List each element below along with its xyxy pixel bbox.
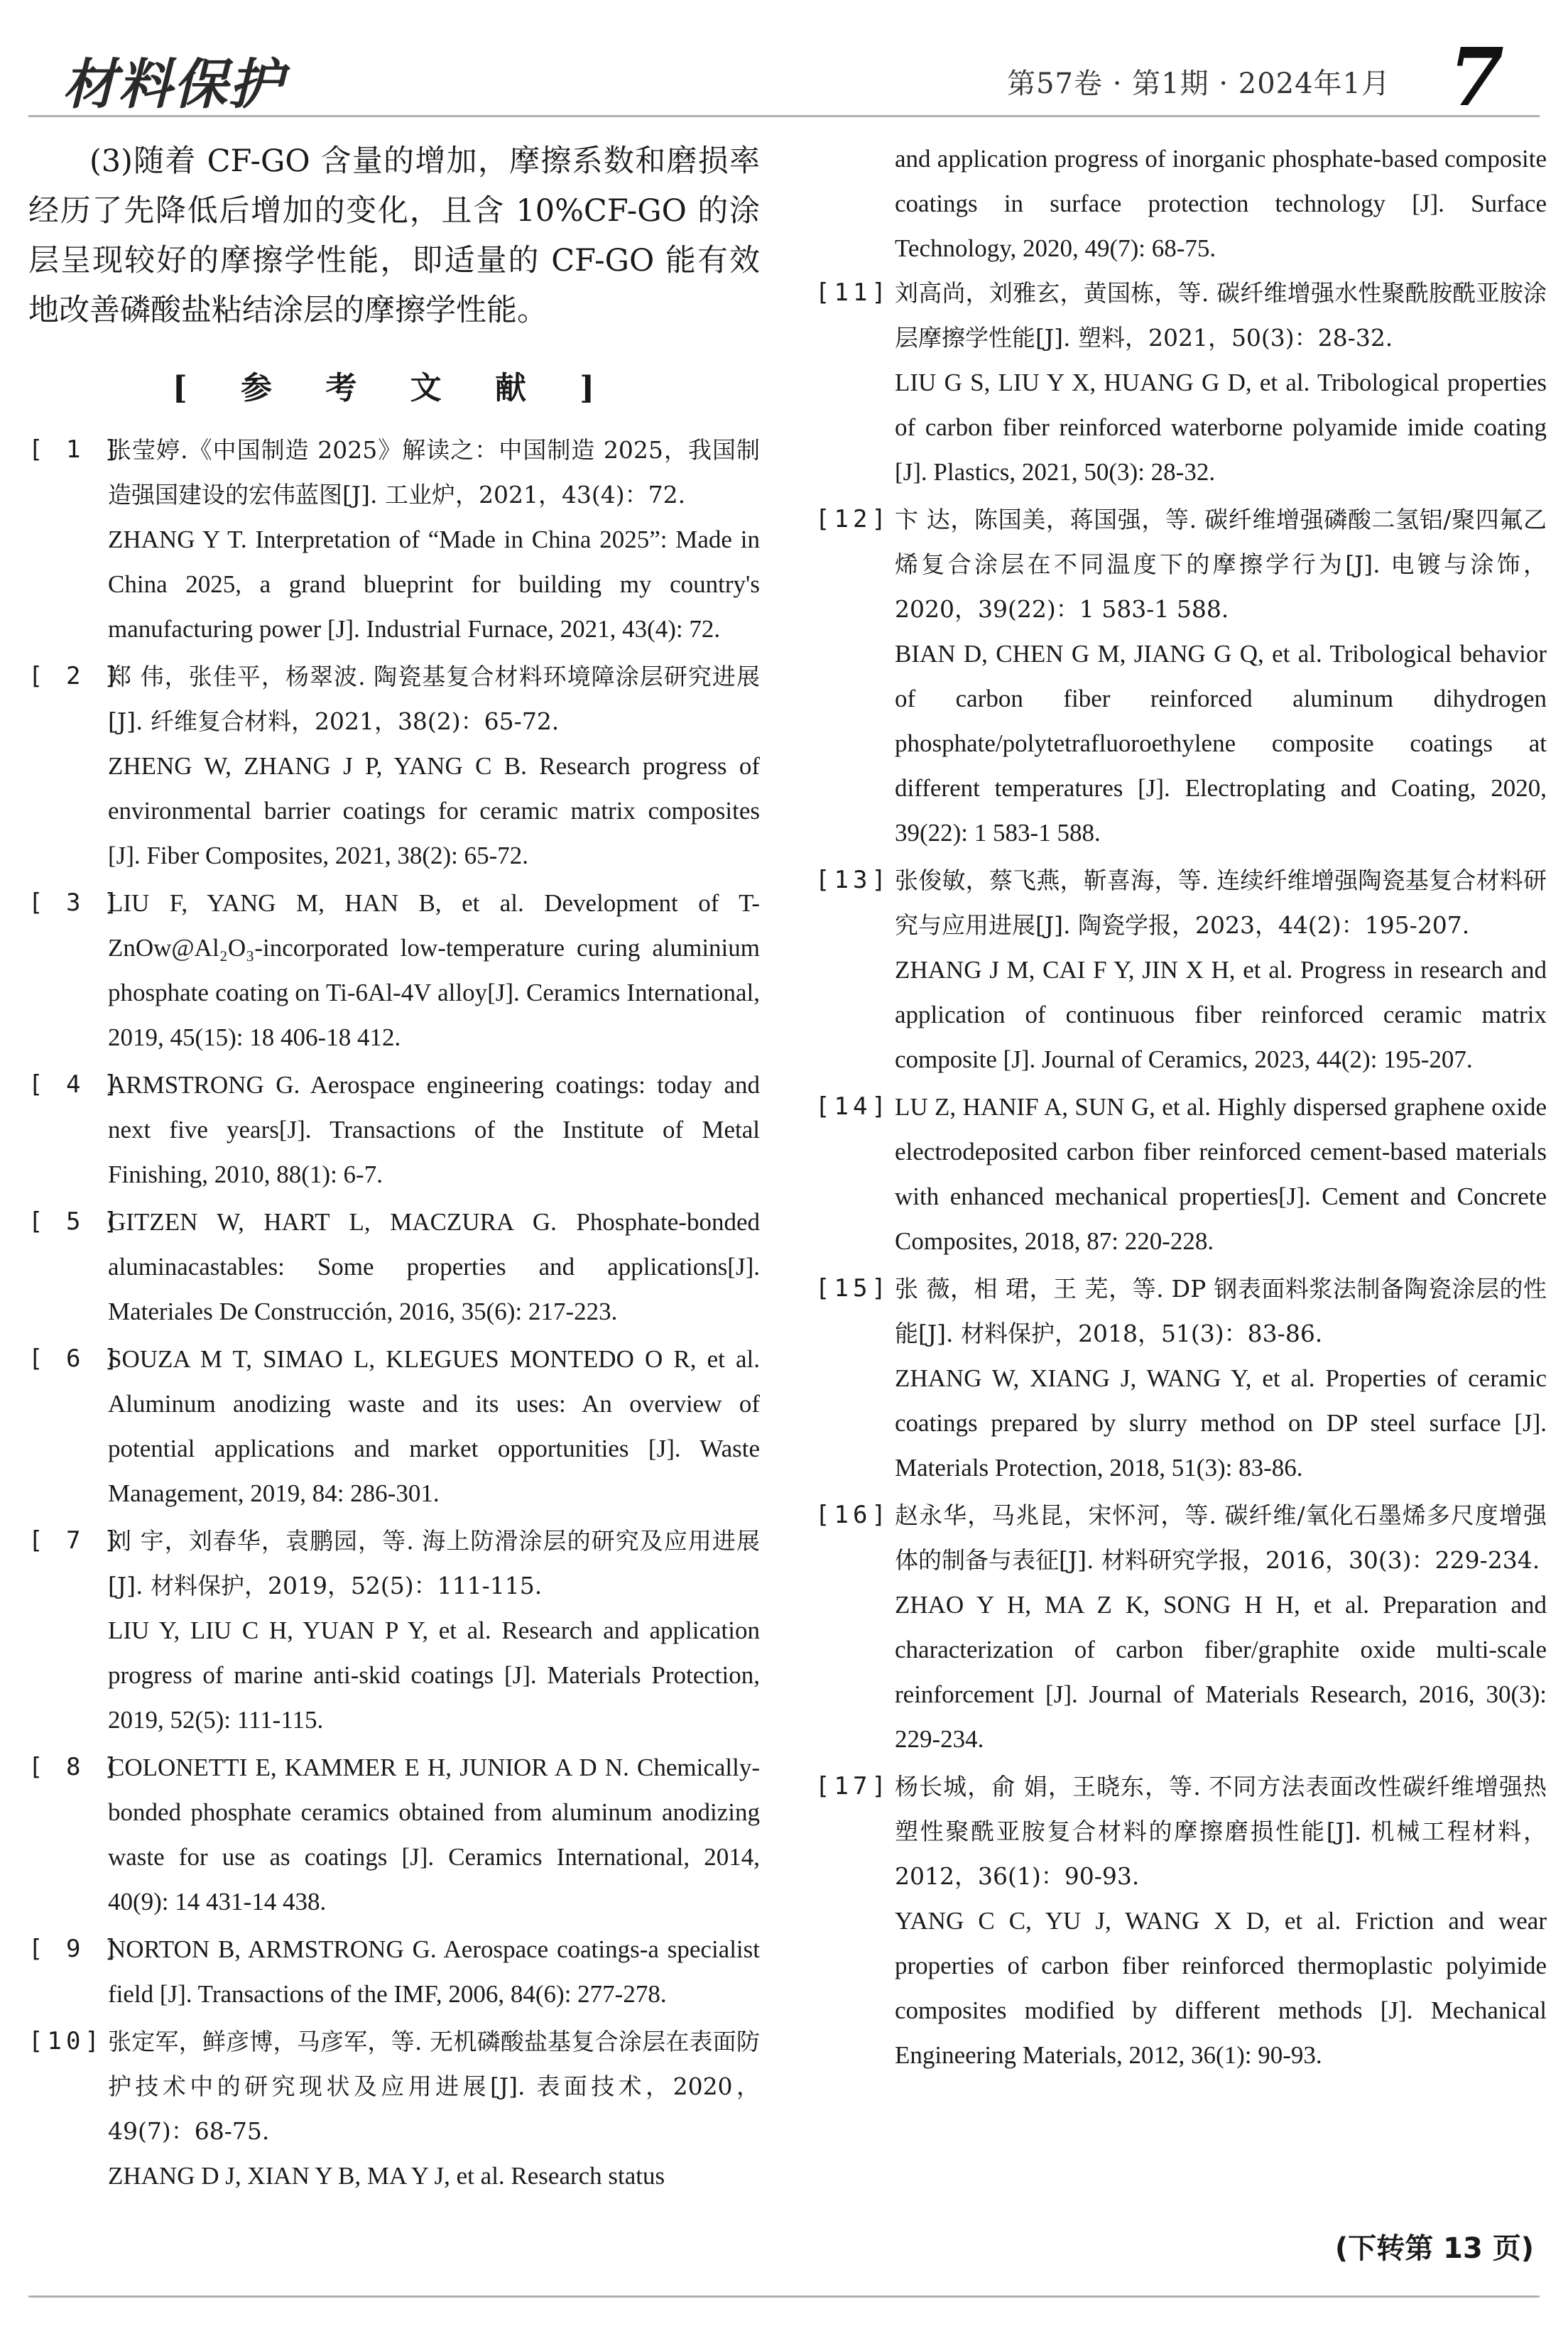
reference-item <box>28 2019 760 2198</box>
right-column <box>815 136 1547 2080</box>
reference-english: COLONETTI E, KAMMER E H, JUNIOR A D N. Chemically-bonded phosphate ceramics obtained from aluminum anodizing waste for use as coatings [J]. Ceramics International, 2014, 40(9): 14 431-14 438. <box>108 1754 760 1916</box>
reference-english: ARMSTRONG G. Aerospace engineering coatings: today and next five years[J]. Transactions of the Institute of Metal Finishing, 2010, 88(1): 6-7. <box>108 1071 760 1188</box>
reference-number: [ 7 ] <box>28 1526 123 1555</box>
page-number: 7 <box>1449 31 1504 124</box>
references-list-right <box>815 271 1547 2077</box>
reference-chinese: 赵永华，马兆昆，宋怀河，等. 碳纤维/氧化石墨烯多尺度增强体的制备与表征[J]. 材料研究学报，2016，30(3)：229-234. <box>895 1501 1547 1574</box>
reference-english: ZHANG Y T. Interpretation of “Made in China 2025”: Made in China 2025, a grand blueprint for building my country's manufacturing power [J]. Industrial Furnace, 2021, 43(4): 72. <box>108 526 760 643</box>
reference-number: [15] <box>815 1274 891 1303</box>
reference-number: [13] <box>815 866 891 894</box>
reference-item <box>28 1200 760 1334</box>
reference-number: [14] <box>815 1092 891 1121</box>
reference-item <box>815 497 1547 855</box>
reference-item <box>28 428 760 651</box>
references-list-left <box>28 428 760 2198</box>
reference-chinese: 卞 达，陈国美，蒋国强，等. 碳纤维增强磷酸二氢铝/聚四氟乙烯复合涂层在不同温度下的摩擦学行为[J]. 电镀与涂饰，2020，39(22)：1 583-1 588. <box>895 506 1547 623</box>
reference-number: [12] <box>815 505 891 533</box>
reference-english: SOUZA M T, SIMAO L, KLEGUES MONTEDO O R, et al. Aluminum anodizing waste and its uses: An overview of potential applications and market opportunities [J]. Waste Management, 2019, 84: 286-301. <box>108 1345 760 1507</box>
reference-english: GITZEN W, HART L, MACZURA G. Phosphate-bonded aluminacastables: Some properties and applications[J]. Materiales De Construcción, 2016, 35(6): 217-223. <box>108 1208 760 1325</box>
reference-chinese: 杨长城，俞 娟，王晓东，等. 不同方法表面改性碳纤维增强热塑性聚酰亚胺复合材料的摩擦磨损性能[J]. 机械工程材料，2012，36(1)：90-93. <box>895 1773 1547 1890</box>
reference-english: ZHANG D J, XIAN Y B, MA Y J, et al. Research status <box>108 2162 665 2190</box>
reference-item <box>815 1493 1547 1761</box>
references-heading: [ 参 考 文 献 ] <box>172 370 616 406</box>
reference-english: ZHANG J M, CAI F Y, JIN X H, et al. Progress in research and application of continuous fiber reinforced ceramic matrix composite [J]. Journal of Ceramics, 2023, 44(2): 195-207. <box>895 956 1547 1073</box>
reference-number: [ 4 ] <box>28 1070 123 1099</box>
reference-chinese: 张莹婷.《中国制造 2025》解读之：中国制造 2025，我国制造强国建设的宏伟蓝图[J]. 工业炉，2021，43(4)：72. <box>108 436 760 509</box>
reference-item <box>28 1518 760 1742</box>
conclusion-paragraph: (3)随着 CF-GO 含量的增加，摩擦系数和磨损率经历了先降低后增加的变化，且含 10%CF-GO 的涂层呈现较好的摩擦学性能，即适量的 CF-GO 能有效地改善磷酸盐粘结涂层的摩擦学性能。 <box>28 143 760 328</box>
reference-english: ZHAO Y H, MA Z K, SONG H H, et al. Preparation and characterization of carbon fiber/graphite oxide multi-scale reinforcement [J]. Journal of Materials Research, 2016, 30(3): 229-234. <box>895 1591 1547 1753</box>
reference-item <box>28 1063 760 1197</box>
reference-item <box>815 858 1547 1082</box>
reference-item <box>28 1337 760 1516</box>
reference-item <box>28 1745 760 1924</box>
reference-english: ZHANG W, XIANG J, WANG Y, et al. Properties of ceramic coatings prepared by slurry method on DP steel surface [J]. Materials Protection, 2018, 51(3): 83-86. <box>895 1364 1547 1482</box>
reference-item <box>815 1764 1547 2077</box>
reference-item <box>28 654 760 878</box>
continued-note: (下转第 13 页) <box>1334 2232 1534 2265</box>
reference-english: LIU Y, LIU C H, YUAN P Y, et al. Research and application progress of marine anti-skid coatings [J]. Materials Protection, 2019, 52(5): 111-115. <box>108 1617 760 1734</box>
reference-item <box>815 1085 1547 1264</box>
page-header <box>28 21 1540 124</box>
reference-number: [11] <box>815 278 891 307</box>
reference-number: [10] <box>28 2027 104 2055</box>
reference-chinese: 刘高尚，刘雅玄，黄国栋，等. 碳纤维增强水性聚酰胺酰亚胺涂层摩擦学性能[J]. 塑料，2021，50(3)：28-32. <box>895 279 1547 352</box>
reference-number: [ 1 ] <box>28 435 123 464</box>
reference-english: NORTON B, ARMSTRONG G. Aerospace coatings-a specialist field [J]. Transactions of the IMF, 2006, 84(6): 277-278. <box>108 1935 760 2008</box>
header-divider <box>28 115 1540 117</box>
reference-chinese: 郑 伟，张佳平，杨翠波. 陶瓷基复合材料环境障涂层研究进展[J]. 纤维复合材料，2021，38(2)：65-72. <box>108 663 760 735</box>
reference-number: [16] <box>815 1501 891 1529</box>
reference-item <box>28 881 760 1060</box>
reference-item <box>815 271 1547 494</box>
reference-english: ZHENG W, ZHANG J P, YANG C B. Research progress of environmental barrier coatings for ceramic matrix composites [J]. Fiber Composites, 2021, 38(2): 65-72. <box>108 752 760 869</box>
reference-number: [17] <box>815 1772 891 1800</box>
reference-number: [ 5 ] <box>28 1207 123 1236</box>
reference-item <box>28 1927 760 2016</box>
reference-item <box>815 1266 1547 1490</box>
reference-english: LU Z, HANIF A, SUN G, et al. Highly dispersed graphene oxide electrodeposited carbon fiber reinforced cement-based materials with enhanced mechanical properties[J]. Cement and Concrete Composites, 2018, 87: 220-228. <box>895 1093 1547 1255</box>
reference-english: BIAN D, CHEN G M, JIANG G Q, et al. Tribological behavior of carbon fiber reinforced aluminum dihydrogen phosphate/polytetrafluoroethylene composite coatings at different temperatures [J]. Electroplating and Coating, 2020, 39(22): 1 583-1 588. <box>895 640 1547 847</box>
reference-number: [ 3 ] <box>28 889 123 917</box>
reference-continuation: and application progress of inorganic phosphate-based composite coatings in surface protection technology [J]. Surface Technology, 2020, 49(7): 68-75. <box>895 145 1547 262</box>
reference-chinese: 张定军，鲜彦博，马彦军，等. 无机磷酸盐基复合涂层在表面防护技术中的研究现状及应用进展[J]. 表面技术，2020，49(7)：68-75. <box>108 2028 760 2145</box>
reference-chinese: 刘 宇，刘春华，袁鹏园，等. 海上防滑涂层的研究及应用进展[J]. 材料保护，2019，52(5)：111-115. <box>108 1527 760 1599</box>
reference-english: YANG C C, YU J, WANG X D, et al. Friction and wear properties of carbon fiber reinforced thermoplastic polyimide composites modified by different methods [J]. Mechanical Engineering Materials, 2012, 36(1): 90-93. <box>895 1907 1547 2069</box>
issue-info: 第57卷 · 第1期 · 2024年1月 <box>1007 67 1390 100</box>
journal-logo: 材料保护 <box>62 53 284 116</box>
reference-english: LIU F, YANG M, HAN B, et al. Development of T-ZnOw@Al₂O₃-incorporated low-temperature curing aluminium phosphate coating on Ti-6Al-4V alloy[J]. Ceramics International, 2019, 45(15): 18 406-18 412. <box>108 889 760 1051</box>
reference-number: [ 2 ] <box>28 662 123 690</box>
footer-divider <box>28 2295 1540 2298</box>
reference-chinese: 张 薇，相 珺，王 芜，等. DP 钢表面料浆法制备陶瓷涂层的性能[J]. 材料保护，2018，51(3)：83-86. <box>895 1275 1547 1347</box>
left-column <box>28 136 760 2201</box>
reference-number: [ 8 ] <box>28 1753 123 1781</box>
reference-number: [ 9 ] <box>28 1935 123 1963</box>
reference-english: LIU G S, LIU Y X, HUANG G D, et al. Tribological properties of carbon fiber reinforced waterborne polyamide imide coating [J]. Plastics, 2021, 50(3): 28-32. <box>895 369 1547 486</box>
reference-number: [ 6 ] <box>28 1344 123 1373</box>
reference-chinese: 张俊敏，蔡飞燕，靳喜海，等. 连续纤维增强陶瓷基复合材料研究与应用进展[J]. 陶瓷学报，2023，44(2)：195-207. <box>895 866 1547 939</box>
